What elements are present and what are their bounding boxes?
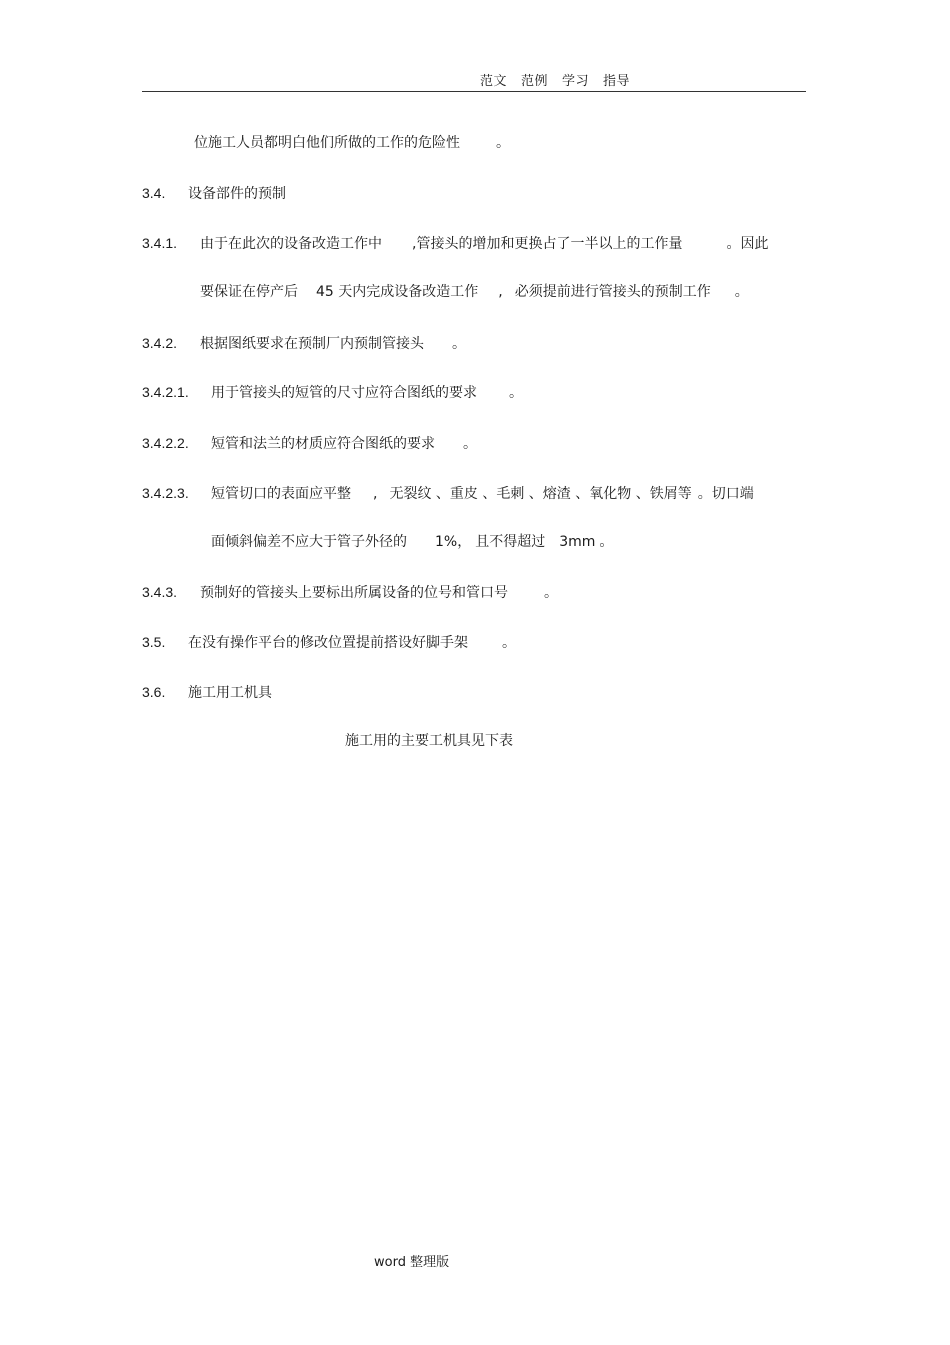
- page-footer: word 整理版: [374, 1255, 450, 1270]
- paragraph-line: 面倾斜偏差不应大于管子外径的 1%， 且不得超过 3mm 。: [211, 534, 614, 550]
- table-caption: 施工用的主要工机具见下表: [345, 733, 513, 749]
- header-item: 范文: [480, 74, 508, 89]
- header-item: 范例: [521, 74, 549, 89]
- section-heading-3-4: 3.4. 设备部件的预制: [142, 185, 286, 202]
- header-item: 指导: [603, 74, 631, 89]
- paragraph-3-4-2-3: 3.4.2.3. 短管切口的表面应平整 , 无裂纹 、重皮 、毛刺 、熔渣 、氧化物 、铁屑等 。切口端: [142, 485, 754, 502]
- section-heading-3-6: 3.6. 施工用工机具: [142, 684, 272, 701]
- page-header: [480, 70, 644, 89]
- section-3-5: 3.5. 在没有操作平台的修改位置提前搭设好脚手架 。: [142, 634, 516, 651]
- header-item: 学习: [562, 74, 590, 89]
- paragraph-line: 位施工人员都明白他们所做的工作的危险性 。: [194, 135, 510, 151]
- paragraph-3-4-2-2: 3.4.2.2. 短管和法兰的材质应符合图纸的要求 。: [142, 435, 477, 452]
- paragraph-3-4-1: 3.4.1. 由于在此次的设备改造工作中 ,管接头的增加和更换占了一半以上的工作量 。因此: [142, 235, 769, 252]
- header-divider: [142, 91, 806, 92]
- paragraph-3-4-3: 3.4.3. 预制好的管接头上要标出所属设备的位号和管口号 。: [142, 584, 558, 601]
- paragraph-line: 要保证在停产后 45 天内完成设备改造工作 , 必须提前进行管接头的预制工作 。: [200, 284, 749, 300]
- paragraph-3-4-2-1: 3.4.2.1. 用于管接头的短管的尺寸应符合图纸的要求 。: [142, 384, 523, 401]
- paragraph-3-4-2: 3.4.2. 根据图纸要求在预制厂内预制管接头 。: [142, 335, 466, 352]
